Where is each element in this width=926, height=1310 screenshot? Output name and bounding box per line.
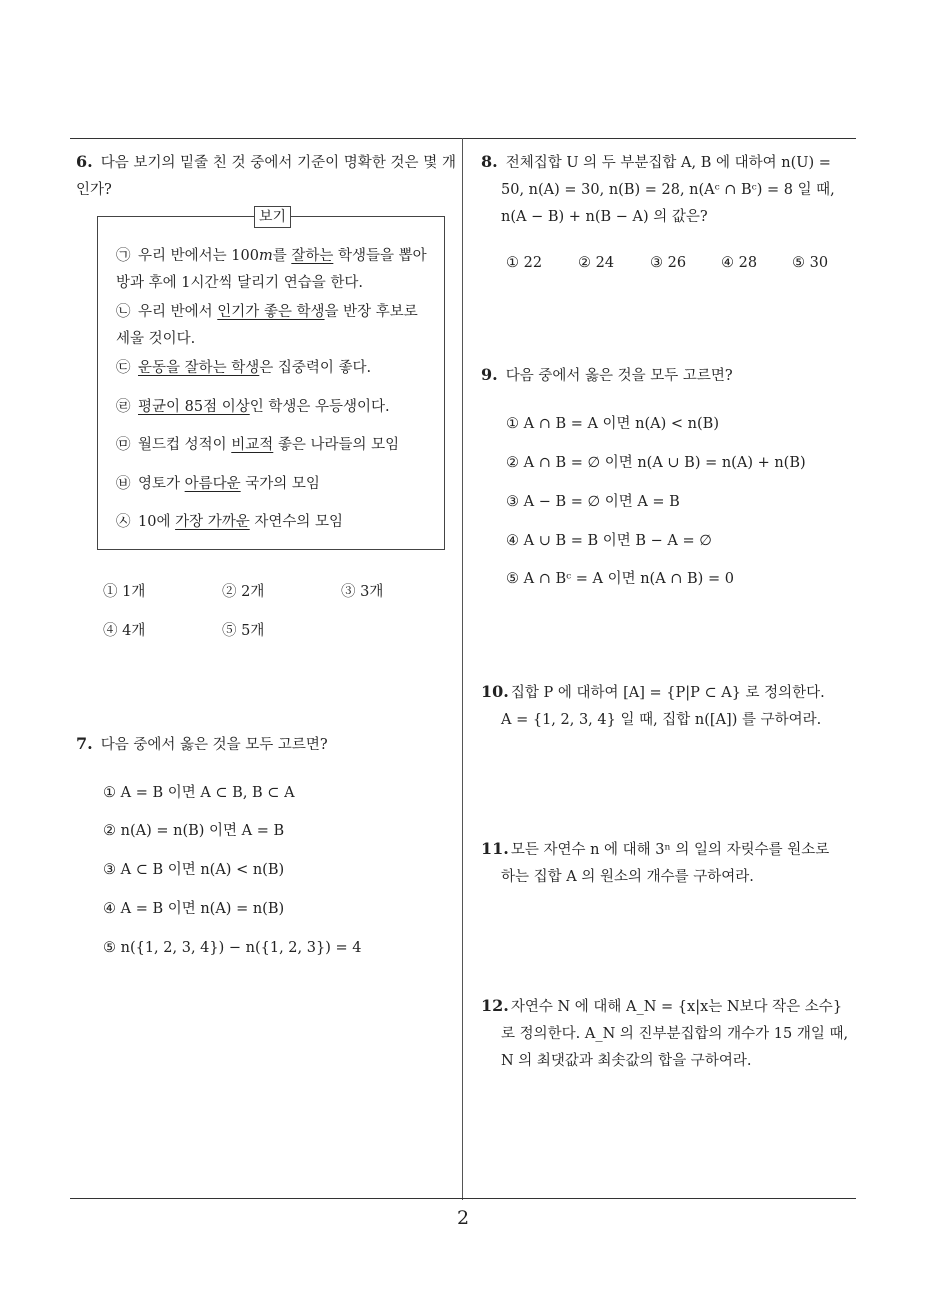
answer-option[interactable]: ⑤ A ∩ Bᶜ = A 이면 n(A ∩ B) = 0	[506, 571, 734, 587]
question-text: 다음 중에서 옳은 것을 모두 고르면?	[505, 368, 733, 384]
bottom-rule	[70, 1198, 856, 1199]
example-item: ㉤ 월드컵 성적이 비교적 좋은 나라들의 모임	[116, 437, 400, 453]
answer-option[interactable]: ① A = B 이면 A ⊂ B, B ⊂ A	[103, 785, 295, 801]
question-7	[76, 730, 456, 759]
answer-option[interactable]: ② 24	[578, 255, 615, 271]
example-item: ㉢ 운동을 잘하는 학생은 집중력이 좋다.	[116, 360, 372, 376]
question-8	[481, 148, 859, 231]
example-item: ㉣ 평균이 85점 이상인 학생은 우등생이다.	[116, 399, 390, 415]
answer-option[interactable]: ① A ∩ B = A 이면 n(A) < n(B)	[506, 416, 719, 432]
question-number: 12.	[481, 996, 509, 1015]
question-6	[76, 148, 456, 204]
question-text: 50, n(A) = 30, n(B) = 28, n(Aᶜ ∩ Bᶜ) = 8 일 때,	[501, 182, 835, 198]
question-number: 9.	[481, 365, 498, 384]
question-text: 로 정의한다. A_N 의 진부분집합의 개수가 15 개일 때,	[501, 1026, 849, 1042]
answer-option[interactable]: ⑤ 5개	[222, 623, 265, 639]
example-item: ㉠ 우리 반에서는 100m를 잘하는 학생들을 뽑아 방과 후에 1시간씩 달리기 연습을 한다.	[116, 248, 427, 291]
question-text: 집합 P 에 대하여 [A] = {P|P ⊂ A} 로 정의한다.	[510, 685, 825, 701]
answer-option[interactable]: ⑤ n({1, 2, 3, 4}) − n({1, 2, 3}) = 4	[103, 940, 362, 956]
example-box	[97, 209, 445, 550]
answer-option[interactable]: ③ 26	[650, 255, 687, 271]
question-text: A = {1, 2, 3, 4} 일 때, 집합 n([A]) 를 구하여라.	[501, 712, 822, 728]
question-12	[481, 992, 859, 1075]
answer-option[interactable]: ④ 28	[721, 255, 758, 271]
question-number: 11.	[481, 839, 509, 858]
example-item: ㉦ 10에 가장 가까운 자연수의 모임	[116, 514, 343, 530]
answer-option[interactable]: ④ A ∪ B = B 이면 B − A = ∅	[506, 533, 712, 549]
question-number: 8.	[481, 152, 498, 171]
example-box-label: 보기	[254, 206, 291, 228]
question-text: 하는 집합 A 의 원소의 개수를 구하여라.	[501, 869, 754, 885]
answer-option[interactable]: ⑤ 30	[792, 255, 829, 271]
question-text: N 의 최댓값과 최솟값의 합을 구하여라.	[501, 1053, 752, 1069]
question-text: 모든 자연수 n 에 대해 3ⁿ 의 일의 자릿수를 원소로	[510, 842, 830, 858]
answer-option[interactable]: ② A ∩ B = ∅ 이면 n(A ∪ B) = n(A) + n(B)	[506, 455, 806, 471]
question-10	[481, 678, 859, 734]
question-number: 7.	[76, 734, 93, 753]
column-divider	[462, 138, 463, 1200]
answer-option[interactable]: ④ A = B 이면 n(A) = n(B)	[103, 901, 285, 917]
question-text: 전체집합 U 의 두 부분집합 A, B 에 대하여 n(U) =	[505, 155, 831, 171]
question-number: 6.	[76, 152, 93, 171]
answer-option[interactable]: ① 1개	[103, 584, 146, 600]
question-text: 다음 보기의 밑줄 친 것 중에서 기준이 명확한 것은 몇 개인가?	[76, 155, 456, 198]
page-number: 2	[456, 1207, 470, 1229]
answer-option[interactable]: ④ 4개	[103, 623, 146, 639]
question-number: 10.	[481, 682, 509, 701]
answer-option[interactable]: ③ A ⊂ B 이면 n(A) < n(B)	[103, 862, 285, 878]
top-rule	[70, 138, 856, 139]
answer-option[interactable]: ③ A − B = ∅ 이면 A = B	[506, 494, 680, 510]
answer-option[interactable]: ② 2개	[222, 584, 265, 600]
answer-option[interactable]: ① 22	[506, 255, 543, 271]
question-text: 다음 중에서 옳은 것을 모두 고르면?	[100, 737, 328, 753]
answer-option[interactable]: ③ 3개	[341, 584, 384, 600]
question-text: n(A − B) + n(B − A) 의 값은?	[501, 209, 708, 225]
question-text: 자연수 N 에 대해 A_N = {x|x는 N보다 작은 소수}	[510, 999, 843, 1015]
example-item: ㉥ 영토가 아름다운 국가의 모임	[116, 476, 320, 492]
question-11	[481, 835, 859, 891]
question-9	[481, 361, 859, 390]
example-item: ㉡ 우리 반에서 인기가 좋은 학생을 반장 후보로 세울 것이다.	[116, 304, 418, 347]
answer-option[interactable]: ② n(A) = n(B) 이면 A = B	[103, 823, 285, 839]
